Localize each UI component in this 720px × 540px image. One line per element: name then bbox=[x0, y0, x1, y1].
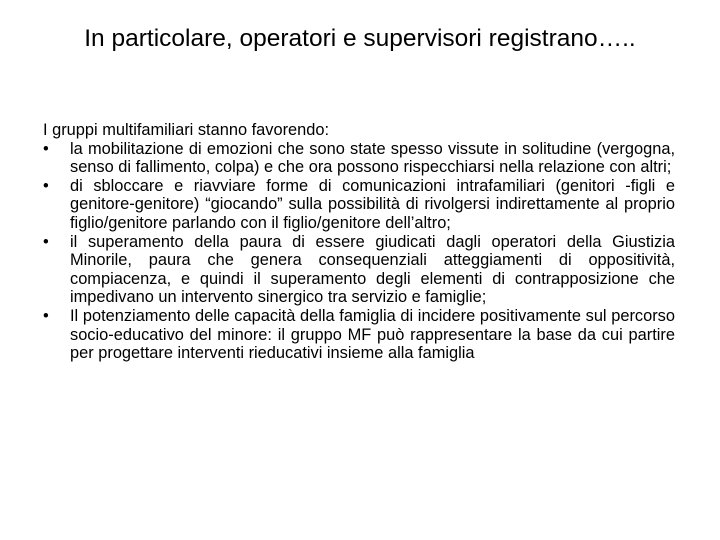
slide-body bbox=[43, 121, 675, 363]
bullet-text: di sbloccare e riavviare forme di comunicazioni intrafamiliari (genitori -figli e genitore-genitore) “giocando” sulla possibilità di rivolgersi indirettamente al proprio figlio/genitore parlando con il figlio/genitore dell’altro; bbox=[70, 176, 675, 232]
bullet-text: Il potenziamento delle capacità della famiglia di incidere positivamente sul percorso socio-educativo del minore: il gruppo MF può rappresentare la base da cui partire per progettare interventi rieducativi insieme alla famiglia bbox=[70, 306, 675, 363]
list-item bbox=[43, 177, 675, 233]
list-item bbox=[43, 307, 675, 363]
bullet-icon: • bbox=[43, 306, 49, 325]
list-item bbox=[43, 233, 675, 307]
bullet-icon: • bbox=[43, 176, 49, 195]
list-item bbox=[43, 140, 675, 177]
bullet-icon: • bbox=[43, 139, 49, 158]
bullet-icon: • bbox=[43, 232, 49, 251]
bullet-text: il superamento della paura di essere giudicati dagli operatori della Giustizia Minorile, paura che genera consequenziali atteggiamenti di oppositività, compiacenza, e quindi il superamento degli elementi di contrapposizione che impedivano un intervento sinergico tra servizio e famiglie; bbox=[70, 232, 675, 307]
intro-text: I gruppi multifamiliari stanno favorendo: bbox=[43, 121, 330, 139]
slide-title: In particolare, operatori e supervisori registrano….. bbox=[84, 25, 636, 52]
bullet-list bbox=[43, 140, 675, 363]
bullet-text: la mobilitazione di emozioni che sono state spesso vissute in solitudine (vergogna, senso di fallimento, colpa) e che ora possono rispecchiarsi nella relazione con altri; bbox=[70, 139, 675, 177]
